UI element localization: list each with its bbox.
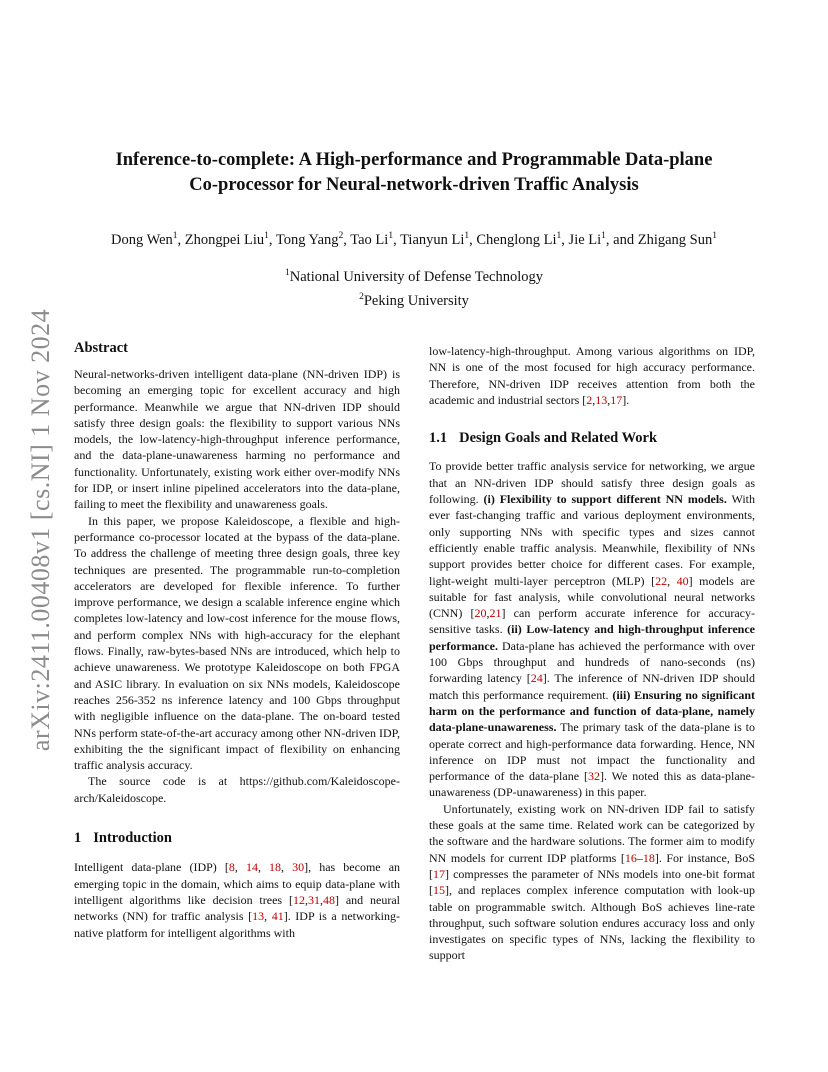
related-work-paragraph: Unfortunately, existing work on NN-driven IDP fail to satisfy these goals at the same time. Related work can be categorized by the software and the hardware solutions. The former aim to modify NN models for current IDP platforms [16–18]. For instance, BoS [17] compresses the parameter of NNs models into one-bit format [15], and replaces complex inference computation with look-up table on programmable switch. Although BoS achieves line-rate throughput, such software solution endures accuracy loss and only investigates on specific types of NNs, lacking the flexibility to support: [429, 801, 755, 963]
abstract-heading: Abstract: [74, 340, 128, 356]
citation-link[interactable]: 31: [307, 892, 320, 907]
section-heading-design-goals: 1.1 Design Goals and Related Work: [429, 430, 658, 447]
citation-link[interactable]: 41: [271, 909, 284, 924]
paper-title: [60, 148, 768, 198]
citation-link[interactable]: 20: [474, 606, 487, 621]
left-column: [74, 366, 400, 941]
citation-link[interactable]: 21: [489, 606, 502, 621]
title-line-1: Inference-to-complete: A High-performance and Programmable Data-plane: [115, 150, 713, 170]
citation-link[interactable]: 32: [587, 769, 600, 784]
citation-link[interactable]: 40: [676, 573, 689, 588]
intro-paragraph-continued: low-latency-high-throughput. Among various algorithms on IDP, NN is one of the most focused for high accuracy performance. Therefore, NN-driven IDP receives attention from both the academic and industrial sectors [2,13,17].: [429, 344, 755, 407]
intro-paragraph: Intelligent data-plane (IDP) [8, 14, 18, 30], has become an emerging topic in the domain, which aims to equip data-plane with intelligent algorithms like decision trees [12,31,48] and neural networks (NN) for traffic analysis [13, 41]. IDP is a networking-native platform for intelligent algorithms with: [74, 860, 401, 940]
abstract-paragraph: In this paper, we propose Kaleidoscope, a flexible and high-performance co-processor located at the bypass of the data-plane. To address the challenge of meeting three design goals, three key techniques are presented. The programmable run-to-completion accelerators are developed for flexible inference. To further improve performance, we design a scalable inference engine which completes low-latency and low-cost inference for the mouse flows, and perform complex NNs with high-accuracy for the elephant flows. Finally, raw-bytes-based NNs are introduced, which help to achieve unawareness. We prototype Kaleidoscope on both FPGA and ASIC library. In evaluation on six NNs models, Kaleidoscope reaches 256-352 ns inference latency and 100 Gbps throughput with negligible influence on the data-plane. The on-board tested NNs perform state-of-the-art accuracy among other NN-driven IDP, exhibiting the the significant impact of flexibility on enhancing traffic analysis accuracy.: [74, 513, 400, 773]
citation-link[interactable]: 48: [322, 892, 335, 907]
citation-link[interactable]: 17: [433, 866, 445, 881]
author: Tao Li$^1$,: [350, 231, 401, 248]
title-line-2: Co-processor for Neural-network-driven Traffic Analysis: [189, 175, 639, 195]
affiliation: $^1$National University of Defense Technology: [285, 268, 543, 285]
citation-link[interactable]: 30: [292, 860, 305, 875]
citation-link[interactable]: 17: [610, 392, 623, 407]
affiliation: $^2$Peking University: [359, 292, 469, 309]
affiliations: [214, 263, 614, 311]
citation-link[interactable]: 8: [228, 860, 235, 875]
abstract-paragraph: The source code is at https://github.com/Kaleidoscope-arch/Kaleidoscope.: [74, 774, 400, 805]
citation-link[interactable]: 18: [269, 860, 282, 875]
citation-link[interactable]: 13: [252, 909, 265, 924]
author: Chenglong Li$^1$,: [476, 231, 569, 248]
arxiv-id-text: arXiv:2411.00408v1 [cs.NI] 1 Nov 2024: [26, 308, 55, 752]
citation-link[interactable]: 18: [642, 850, 655, 865]
author-list: [40, 231, 788, 249]
design-goals-paragraph: To provide better traffic analysis service for networking, we argue that an NN-driven IDP should satisfy three design goals as following. (i) Flexibility to support different NN models. With ever fast-changing traffic and various deployment environments, only supporting NNs with specific types and sizes cannot efficiently enable traffic analysis. Meanwhile, flexibility of NNs support provides better choice for different cases. For example, light-weight multi-layer perceptron (MLP) [22, 40] models are suitable for fast analysis, while convolutional neural networks (CNN) [20,21] can perform accurate inference for accuracy-sensitive tasks. (ii) Low-latency and high-throughput inference performance. Data-plane has achieved the performance with over 100 Gbps throughput and hundreds of nano-seconds (ns) forwarding latency [24]. The inference of NN-driven IDP should match this performance requirement. (iii) Ensuring no significant harm on the performance and function of data-plane, namely data-plane-unawareness. The primary task of the data-plane is to operate correct and high-performance data forwarding. Hence, NN inference on IDP must not impact the functionality and performance of the data-plane [32]. We noted this as data-plane-unawareness (DP-unawareness) in this paper.: [429, 459, 756, 800]
author: Dong Wen$^1$,: [110, 231, 185, 248]
citation-link[interactable]: 2: [586, 392, 593, 407]
citation-link[interactable]: 14: [245, 860, 258, 875]
citation-link[interactable]: 13: [595, 392, 608, 407]
citation-link[interactable]: 22: [655, 573, 668, 588]
author: Tianyun Li$^1$,: [400, 231, 477, 248]
arxiv-identifier: [6, 300, 76, 760]
citation-link[interactable]: 24: [530, 671, 543, 686]
right-column: [429, 343, 755, 964]
citation-link[interactable]: 12: [292, 892, 305, 907]
citation-link[interactable]: 15: [433, 883, 445, 898]
abstract-paragraph: Neural-networks-driven intelligent data-plane (NN-driven IDP) is becoming an emerging topic for excellent accuracy and high performance. Meanwhile we argue that NN-driven IDP should satisfy three design goals: the flexibility to support various NNs models, the low-latency-high-throughput inference performance, and the data-plane-unawareness harming no performance and functionality. Unfortunately, existing work either over-modify NNs for IDP, or insert inline pipelined accelerators into the data-plane, failing to meet the flexibility and unawareness goals.: [74, 367, 400, 512]
author: Zhongpei Liu$^1$,: [184, 231, 276, 248]
section-heading-introduction: 1 Introduction: [74, 830, 172, 847]
citation-link[interactable]: 16: [624, 850, 637, 865]
author: Jie Li$^1$, and: [568, 231, 638, 248]
author: Zhigang Sun$^1$: [637, 231, 717, 248]
author: Tong Yang$^2$,: [275, 231, 351, 248]
